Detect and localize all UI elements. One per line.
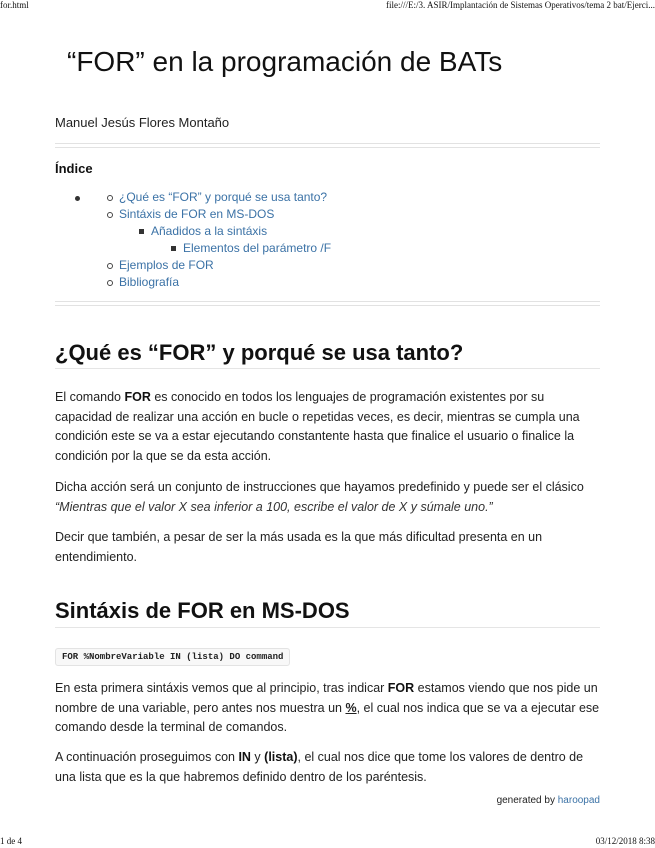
haroopad-link[interactable]: haroopad [557, 795, 600, 806]
paragraph: Decir que también, a pesar de ser la más usada es la que más dificultad presenta en un entendimiento. [55, 530, 543, 564]
paragraph: Dicha acción será un conjunto de instrucciones que hayamos predefinido y puede ser el clásico “Mientras que el valor X sea inferior a 100, escribe el valor de X y súmale uno.” [55, 480, 584, 514]
toc-heading: Índice [55, 161, 93, 176]
toc-link-ejemplos[interactable]: Ejemplos de FOR [119, 258, 214, 272]
page-number: 1 de 4 [0, 836, 22, 846]
generated-by: generated by haroopad [496, 795, 600, 806]
print-footer [0, 836, 655, 848]
toc-link-parametro-f[interactable]: Elementos del parámetro /F [183, 241, 332, 255]
section-heading-sintaxis: Sintáxis de FOR en MS-DOS [55, 598, 350, 623]
print-header-filename: for.html [0, 0, 29, 10]
page-title: “FOR” en la programación de BATs [67, 46, 503, 77]
section-heading-que-es-for: ¿Qué es “FOR” y porqué se usa tanto? [55, 340, 464, 365]
circle-bullet-icon [107, 263, 113, 269]
print-header [0, 0, 655, 12]
author: Manuel Jesús Flores Montaño [55, 115, 230, 130]
toc-link-que-es-for[interactable]: ¿Qué es “FOR” y porqué se usa tanto? [119, 190, 328, 204]
circle-bullet-icon [107, 195, 113, 201]
divider [55, 143, 600, 148]
heading-underline [55, 627, 600, 628]
square-bullet-icon [139, 229, 144, 234]
paragraph: A continuación proseguimos con IN y (lista), el cual nos dice que tome los valores de dentro de una lista que es la que habremos definido dentro de los paréntesis. [55, 750, 584, 784]
toc-link-anadidos[interactable]: Añadidos a la sintáxis [151, 224, 268, 238]
paragraph: El comando FOR es conocido en todos los lenguajes de programación existentes por su capacidad de realizar una acción en bucle o repetidas veces, es decir, mientras se cumpla una condición este se va a estar ejecutando constantente hasta que finalice el usuario o finalice la condición por la que se da esta acción. [55, 390, 580, 463]
circle-bullet-icon [107, 212, 113, 218]
print-date: 03/12/2018 8:38 [595, 836, 655, 846]
square-bullet-icon [171, 246, 176, 251]
heading-underline [55, 368, 600, 369]
print-header-path: file:///E:/3. ASIR/Implantación de Sistemas Operativos/tema 2 bat/Ejerci... [386, 0, 655, 10]
disc-bullet-icon [75, 196, 80, 201]
paragraph: En esta primera sintáxis vemos que al principio, tras indicar FOR estamos viendo que nos pide un nombre de una variable, pero antes nos muestra un %, el cual nos indica que se va a ejecutar ese comando desde la terminal de comandos. [55, 681, 600, 734]
divider [55, 301, 600, 306]
toc-link-bibliografia[interactable]: Bibliografía [119, 275, 180, 289]
code-snippet: FOR %NombreVariable IN (lista) DO command [55, 648, 290, 666]
circle-bullet-icon [107, 280, 113, 286]
toc-link-sintaxis[interactable]: Sintáxis de FOR en MS-DOS [119, 207, 275, 221]
